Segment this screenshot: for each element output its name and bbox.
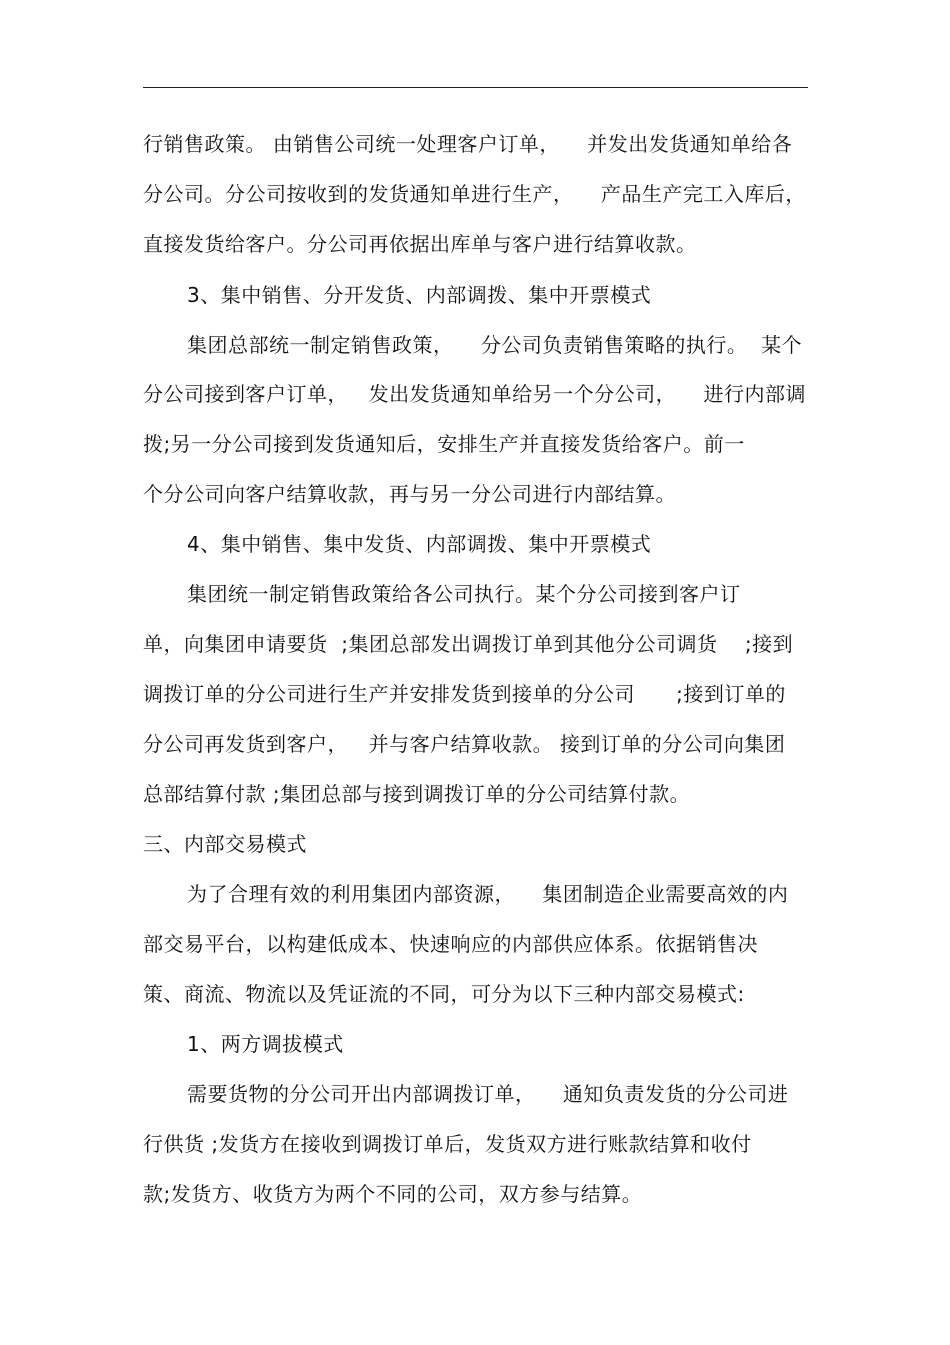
text-line: 需要货物的分公司开出内部调拨订单， 通知负责发货的分公司进 bbox=[187, 1082, 789, 1106]
text-line: 总部结算付款 ;集团总部与接到调拨订单的分公司结算付款。 bbox=[143, 782, 691, 806]
text-line: 款;发货方、收货方为两个不同的公司，双方参与结算。 bbox=[143, 1182, 643, 1206]
text-line: 拨;另一分公司接到发货通知后，安排生产并直接发货给客户。前一 bbox=[143, 432, 745, 456]
text-line: 集团统一制定销售政策给各公司执行。某个分公司接到客户订 bbox=[187, 582, 741, 606]
section-heading: 1、两方调拔模式 bbox=[187, 1032, 344, 1056]
section-heading: 4、集中销售、集中发货、内部调拨、集中开票模式 bbox=[187, 532, 652, 556]
text-line: 策、商流、物流以及凭证流的不同，可分为以下三种内部交易模式: bbox=[143, 982, 745, 1006]
text-line: 直接发货给客户。分公司再依据出库单与客户进行结算收款。 bbox=[143, 232, 697, 256]
text-line: 单，向集团申请要货 ;集团总部发出调拨订单到其他分公司调货 ;接到 bbox=[143, 632, 794, 656]
text-line: 行销售政策。 由销售公司统一处理客户订单， 并发出发货通知单给各 bbox=[143, 132, 793, 156]
chapter-heading: 三、内部交易模式 bbox=[143, 832, 307, 856]
text-line: 分公司。分公司按收到的发货通知单进行生产， 产品生产完工入库后， bbox=[143, 182, 806, 206]
text-line: 分公司再发货到客户， 并与客户结算收款。 接到订单的分公司向集团 bbox=[143, 732, 786, 756]
text-line: 集团总部统一制定销售政策， 分公司负责销售策略的执行。 某个 bbox=[187, 333, 803, 357]
text-line: 调拨订单的分公司进行生产并安排发货到接单的分公司 ;接到订单的 bbox=[143, 682, 786, 706]
text-line: 部交易平台，以构建低成本、快速响应的内部供应体系。依据销售决 bbox=[143, 932, 758, 956]
text-line: 为了合理有效的利用集团内部资源， 集团制造企业需要高效的内 bbox=[187, 882, 789, 906]
header-rule bbox=[143, 87, 808, 88]
text-line: 分公司接到客户订单， 发出发货通知单给另一个分公司， 进行内部调 bbox=[143, 382, 807, 406]
text-line: 个分公司向客户结算收款，再与另一分公司进行内部结算。 bbox=[143, 482, 676, 506]
text-line: 行供货 ;发货方在接收到调拨订单后，发货双方进行账款结算和收付 bbox=[143, 1132, 752, 1156]
section-heading: 3、集中销售、分开发货、内部调拨、集中开票模式 bbox=[187, 283, 652, 307]
